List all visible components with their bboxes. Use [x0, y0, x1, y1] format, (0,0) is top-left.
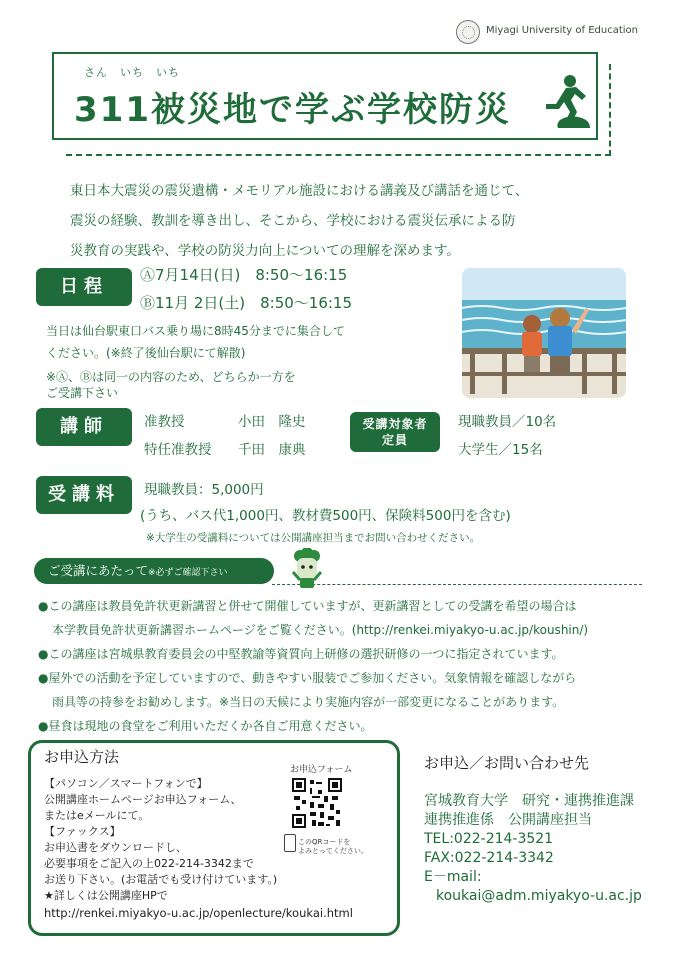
- schedule-label: 日程: [36, 268, 132, 306]
- phone-icon: [284, 834, 296, 852]
- apply-line: 【ファックス】: [44, 825, 121, 838]
- fee-label: 受講料: [36, 476, 132, 514]
- contact-line: 宮城教育大学 研究・連携推進課: [424, 793, 634, 809]
- schedule-option-b: Ⓑ11月 2日(土) 8:50～16:15: [140, 294, 353, 312]
- mascot-icon: [290, 548, 324, 592]
- apply-line: お送り下さい。(お電話でも受け付けています。): [44, 873, 278, 886]
- contact-tel: TEL:022-214-3521: [424, 831, 554, 847]
- contact-fax: FAX:022-214-3342: [424, 850, 554, 866]
- contact-line: 連携推進係 公開講座担当: [424, 812, 592, 828]
- apply-line: 公開講座ホームページお申込フォーム、: [44, 793, 242, 806]
- fee-breakdown: (うち、バス代1,000円、教材費500円、保険料500円を含む): [140, 508, 511, 524]
- schedule-option-a: Ⓐ7月14日(日) 8:50～16:15: [140, 266, 348, 284]
- intro-line: 震災の経験、教訓を導き出し、そこから、学校における震災伝承による防: [70, 213, 516, 229]
- apply-line: 【パソコン／スマートフォンで】: [44, 777, 208, 790]
- schedule-note: ※Ⓐ、Ⓑは同一の内容のため、どちらか一方を: [46, 370, 296, 384]
- target-label-line: 受講対象者: [362, 417, 428, 431]
- intro-text: [70, 176, 630, 266]
- apply-title: お申込方法: [44, 748, 120, 766]
- running-person-icon: [540, 74, 592, 130]
- qr-label: お申込フォーム: [290, 765, 353, 775]
- intro-line: 東日本大震災の震災遺構・メモリアル施設における講義及び講話を通じて、: [70, 183, 529, 199]
- schedule-note: 当日は仙台駅東口バス乗り場に8時45分までに集合して: [46, 324, 345, 338]
- apply-line: お申込書をダウンロードし、: [44, 841, 187, 854]
- target-row: 現職教員／10名: [458, 414, 557, 430]
- contact-line: E－mail:: [424, 869, 482, 885]
- qr-note: [298, 838, 368, 856]
- notice-label: [34, 558, 274, 584]
- qr-code-icon[interactable]: [292, 778, 342, 828]
- contact-email-link[interactable]: koukai@adm.miyakyo-u.ac.jp: [436, 888, 642, 904]
- target-label-line: 定員: [381, 433, 408, 447]
- apply-line: 必要事項をご記入の上022-214-3342まで: [44, 857, 254, 870]
- target-label: [350, 412, 440, 452]
- notice-item: 本学教員免許状更新講習ホームページをご覧ください。(http://renkei.miyakyo-u.ac.jp/koushin/): [52, 623, 589, 637]
- lecturer-title: 特任准教授: [144, 442, 212, 458]
- notice-label-text: ご受講にあたって: [48, 563, 149, 578]
- apply-line: またはeメールにて。: [44, 809, 150, 822]
- notice-item: ●昼食は現地の食堂をご利用いただくか各自ご用意ください。: [38, 719, 373, 733]
- fee-note: ※大学生の受講料については公開講座担当までお問い合わせください。: [146, 532, 481, 544]
- page-title: 311被災地で学ぶ学校防災: [74, 90, 511, 130]
- university-name: Miyagi University of Education: [486, 25, 638, 36]
- fee-main: 現職教員：5,000円: [144, 482, 264, 498]
- target-row: 大学生／15名: [458, 442, 543, 458]
- university-seal-icon: [456, 20, 480, 44]
- schedule-note: ご受講下さい: [46, 386, 119, 400]
- lecturer-name: 千田 康典: [238, 442, 306, 458]
- notice-divider: [272, 584, 642, 585]
- notice-item: ●この講座は教員免許状更新講習と併せて開催していますが、更新講習としての受講を希望の場合は: [38, 599, 577, 613]
- apply-line: ★詳しくは公開講座HPで: [44, 889, 168, 902]
- notice-item: 雨具等の持参をお勧めします。※当日の天候により実施内容が一部変更になることがあります。: [52, 695, 565, 709]
- seaside-illustration: [462, 268, 626, 398]
- lecturer-name: 小田 隆史: [238, 414, 306, 430]
- qr-note-line: このQRコードを: [298, 838, 351, 846]
- title-ruby: さん いち いち: [84, 66, 180, 79]
- notice-label-small: ※必ずご確認下さい: [148, 568, 228, 578]
- schedule-note: ください。(※終了後仙台駅にて解散): [46, 346, 246, 360]
- lecturer-label: 講師: [36, 408, 132, 446]
- lecturer-title: 准教授: [144, 414, 185, 430]
- notice-item: ●この講座は宮城県教育委員会の中堅教諭等資質向上研修の選択研修の一つに指定されています。: [38, 647, 564, 661]
- contact-title: お申込／お問い合わせ先: [424, 754, 590, 772]
- notice-item: ●屋外での活動を予定していますので、動きやすい服装でご参加ください。気象情報を確認しながら: [38, 671, 577, 685]
- apply-link[interactable]: http://renkei.miyakyo-u.ac.jp/openlecture/koukai.html: [44, 906, 353, 920]
- qr-note-line: よみとってください。: [298, 847, 368, 855]
- intro-line: 災教育の実践や、学校の防災力向上についての理解を深めます。: [70, 243, 460, 259]
